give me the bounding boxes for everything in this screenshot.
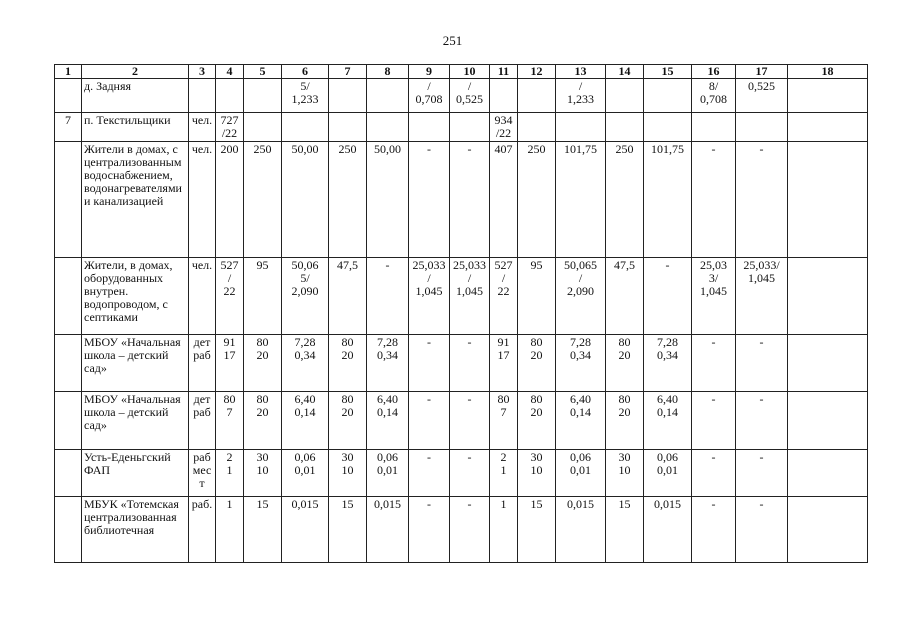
cell-text: 47,5 <box>337 258 358 272</box>
table-cell <box>367 450 409 497</box>
table-cell <box>644 497 692 563</box>
cell-text: 30 10 <box>256 450 269 477</box>
table-cell <box>409 450 450 497</box>
table-cell <box>606 392 644 450</box>
table-cell <box>518 258 556 335</box>
table-cell <box>216 113 244 142</box>
cell-text: 727 /22 <box>220 113 239 140</box>
table-cell <box>329 142 367 258</box>
cell-text: - <box>711 497 716 511</box>
table-cell <box>556 450 606 497</box>
column-header: 9 <box>409 65 450 79</box>
cell-text: дет раб <box>193 335 211 362</box>
cell-text: - <box>759 392 764 406</box>
table-cell <box>644 79 692 113</box>
cell-text: 7 <box>65 113 71 127</box>
table-row <box>55 497 868 563</box>
table-cell <box>556 392 606 450</box>
cell-text: - <box>759 335 764 349</box>
cell-text: 0,06 0,01 <box>294 450 316 477</box>
table-cell <box>788 497 868 563</box>
table-cell <box>329 258 367 335</box>
table-cell <box>329 335 367 392</box>
table-cell <box>692 113 736 142</box>
table-cell <box>490 450 518 497</box>
table-cell <box>55 392 82 450</box>
cell-text: дет раб <box>193 392 211 419</box>
table-cell <box>189 142 216 258</box>
table-cell <box>329 450 367 497</box>
cell-text: 0,015 <box>567 497 594 511</box>
table-cell <box>367 335 409 392</box>
table-cell <box>216 79 244 113</box>
table-cell <box>518 113 556 142</box>
cell-text: - <box>759 497 764 511</box>
table-cell <box>644 113 692 142</box>
cell-text: раб. <box>191 497 213 511</box>
cell-text: 250 <box>527 142 546 156</box>
table-cell <box>736 258 788 335</box>
table-cell <box>644 392 692 450</box>
table-cell <box>244 392 282 450</box>
page-number: 251 <box>442 33 463 48</box>
cell-text: - <box>427 142 431 156</box>
cell-text: 80 20 <box>256 335 269 362</box>
table-cell <box>556 79 606 113</box>
cell-text: 50,00 <box>374 142 401 156</box>
table-cell <box>788 335 868 392</box>
cell-text: 7,28 0,34 <box>570 335 591 362</box>
cell-text: 80 20 <box>618 392 631 419</box>
cell-text: 0,015 <box>291 497 319 511</box>
cell-text: 91 17 <box>223 335 236 362</box>
table-cell <box>490 79 518 113</box>
cell-text: 50,06 5/ 2,090 <box>291 258 319 298</box>
row-label-cell <box>82 392 189 450</box>
cell-text: / 0,525 <box>456 79 483 106</box>
cell-text: 0,015 <box>374 497 401 511</box>
cell-text: 80 20 <box>341 392 354 419</box>
cell-text: 7,28 0,34 <box>657 335 678 362</box>
cell-text: п. Текстильщики <box>84 113 171 127</box>
row-label-cell <box>82 142 189 258</box>
cell-text: - <box>427 392 431 406</box>
cell-text: 527 / 22 <box>494 258 513 298</box>
column-header: 10 <box>450 65 490 79</box>
cell-text: МБОУ «Начальная школа – детский сад» <box>84 392 181 432</box>
table-cell <box>216 497 244 563</box>
table-cell <box>490 335 518 392</box>
cell-text: 6,40 0,14 <box>657 392 678 419</box>
cell-text: 2 1 <box>500 450 507 477</box>
column-header: 2 <box>82 65 189 79</box>
table-cell <box>736 142 788 258</box>
table-cell <box>189 113 216 142</box>
table-cell <box>788 258 868 335</box>
table-cell <box>692 79 736 113</box>
table-cell <box>367 142 409 258</box>
table-cell <box>644 258 692 335</box>
column-header: 14 <box>606 65 644 79</box>
cell-text: МБУК «Тотемская централизованная библиотечная <box>84 497 179 537</box>
cell-text: 95 <box>256 258 269 272</box>
cell-text: - <box>759 142 764 156</box>
table-cell <box>244 142 282 258</box>
cell-text: - <box>711 450 716 464</box>
table-cell <box>692 497 736 563</box>
table-cell <box>606 450 644 497</box>
cell-text: 1 <box>500 497 507 511</box>
cell-text: - <box>467 142 472 156</box>
table-cell <box>644 142 692 258</box>
table-cell <box>788 450 868 497</box>
cell-text: 2 1 <box>226 450 233 477</box>
table-cell <box>692 335 736 392</box>
table-cell <box>490 258 518 335</box>
cell-text: - <box>467 392 472 406</box>
table-cell <box>409 392 450 450</box>
cell-text: 527 / 22 <box>220 258 239 298</box>
table-row <box>55 335 868 392</box>
cell-text: раб мест <box>192 450 212 490</box>
table-cell <box>736 497 788 563</box>
table-cell <box>606 142 644 258</box>
table-cell <box>409 142 450 258</box>
table-cell <box>189 392 216 450</box>
table-cell <box>244 79 282 113</box>
table-cell <box>606 258 644 335</box>
table-cell <box>189 335 216 392</box>
column-header: 4 <box>216 65 244 79</box>
table-cell <box>55 450 82 497</box>
column-header: 1 <box>55 65 82 79</box>
table-cell <box>736 79 788 113</box>
table-cell <box>450 79 490 113</box>
table-cell <box>490 497 518 563</box>
table-cell <box>450 113 490 142</box>
cell-text: - <box>427 450 431 464</box>
table-cell <box>244 258 282 335</box>
cell-text: 25,033 / 1,045 <box>453 258 486 298</box>
table-cell <box>518 335 556 392</box>
table-cell <box>55 258 82 335</box>
table-cell <box>409 113 450 142</box>
table-cell <box>216 392 244 450</box>
table-cell <box>409 497 450 563</box>
cell-text: 25,03 3/ 1,045 <box>700 258 727 298</box>
table-cell <box>367 113 409 142</box>
table-cell <box>518 142 556 258</box>
cell-text: Усть-Еденьгский ФАП <box>84 450 171 477</box>
cell-text: 7,28 0,34 <box>377 335 398 362</box>
row-label-cell <box>82 258 189 335</box>
cell-text: 250 <box>338 142 357 156</box>
table-cell <box>450 450 490 497</box>
cell-text: 1 <box>226 497 233 511</box>
cell-text: 8/ 0,708 <box>700 79 727 106</box>
table-cell <box>189 79 216 113</box>
cell-text: 95 <box>530 258 543 272</box>
column-header: 13 <box>556 65 606 79</box>
table-cell <box>788 142 868 258</box>
table-cell <box>518 79 556 113</box>
column-header: 18 <box>788 65 868 79</box>
row-label-cell <box>82 79 189 113</box>
column-header: 8 <box>367 65 409 79</box>
cell-text: 80 20 <box>256 392 269 419</box>
cell-text: - <box>427 497 431 511</box>
cell-text: - <box>427 335 431 349</box>
cell-text: 30 10 <box>341 450 354 477</box>
table-cell <box>189 497 216 563</box>
column-header: 5 <box>244 65 282 79</box>
cell-text: 30 10 <box>618 450 631 477</box>
table-row <box>55 450 868 497</box>
cell-text: - <box>467 335 472 349</box>
table-cell <box>282 113 329 142</box>
cell-text: 6,40 0,14 <box>570 392 591 419</box>
table-cell <box>216 450 244 497</box>
table-cell <box>644 335 692 392</box>
table-cell <box>450 497 490 563</box>
cell-text: чел. <box>191 258 213 272</box>
cell-text: - <box>711 142 716 156</box>
table-cell <box>329 392 367 450</box>
cell-text: - <box>711 335 716 349</box>
cell-text: 6,40 0,14 <box>294 392 316 419</box>
cell-text: д. Задняя <box>84 79 132 93</box>
cell-text: 934 /22 <box>494 113 513 140</box>
table-cell <box>329 497 367 563</box>
cell-text: - <box>711 392 716 406</box>
row-label-cell <box>82 497 189 563</box>
cell-text: чел. <box>191 113 213 127</box>
table-cell <box>367 258 409 335</box>
table-cell <box>606 113 644 142</box>
cell-text: 47,5 <box>614 258 635 272</box>
table-cell <box>556 113 606 142</box>
cell-text: 250 <box>253 142 272 156</box>
table-cell <box>788 113 868 142</box>
cell-text: Жители, в домах, оборудованных внутрен. водопроводом, с септиками <box>84 258 173 324</box>
table-cell <box>282 392 329 450</box>
cell-text: 80 7 <box>223 392 236 419</box>
row-label-cell <box>82 113 189 142</box>
table-cell <box>788 79 868 113</box>
table-cell <box>692 450 736 497</box>
table-cell <box>409 335 450 392</box>
column-header: 7 <box>329 65 367 79</box>
table-cell <box>606 79 644 113</box>
table-cell <box>736 113 788 142</box>
data-table <box>54 64 868 563</box>
cell-text: 6,40 0,14 <box>377 392 398 419</box>
column-header: 11 <box>490 65 518 79</box>
column-header: 12 <box>518 65 556 79</box>
table-cell <box>736 450 788 497</box>
table-cell <box>367 497 409 563</box>
cell-text: / 1,233 <box>567 79 594 106</box>
table-cell <box>556 335 606 392</box>
table-cell <box>55 497 82 563</box>
column-header: 3 <box>189 65 216 79</box>
column-header: 15 <box>644 65 692 79</box>
table-cell <box>329 113 367 142</box>
table-cell <box>244 113 282 142</box>
table-cell <box>189 450 216 497</box>
table-cell <box>490 113 518 142</box>
table-cell <box>282 79 329 113</box>
row-label-cell <box>82 335 189 392</box>
table-cell <box>409 258 450 335</box>
table-cell <box>644 450 692 497</box>
cell-text: - <box>467 497 472 511</box>
cell-text: 7,28 0,34 <box>294 335 316 362</box>
table-cell <box>282 142 329 258</box>
cell-text: - <box>467 450 472 464</box>
table-cell <box>450 142 490 258</box>
table-cell <box>736 392 788 450</box>
table-row <box>55 79 868 113</box>
cell-text: 0,06 0,01 <box>570 450 591 477</box>
table-cell <box>367 392 409 450</box>
cell-text: 80 20 <box>530 392 543 419</box>
table-cell <box>556 142 606 258</box>
cell-text: 0,015 <box>654 497 681 511</box>
table-cell <box>282 450 329 497</box>
table-cell <box>490 392 518 450</box>
cell-text: 80 20 <box>341 335 354 362</box>
table-cell <box>244 335 282 392</box>
table-cell <box>692 392 736 450</box>
table-row <box>55 113 868 142</box>
cell-text: / 0,708 <box>415 79 443 106</box>
column-header: 16 <box>692 65 736 79</box>
cell-text: Жители в домах, с централизованным водоснабжением, водонагревателями и канализацией <box>84 142 182 208</box>
column-header: 17 <box>736 65 788 79</box>
table-cell <box>692 258 736 335</box>
cell-text: 0,525 <box>748 79 775 93</box>
cell-text: 101,75 <box>651 142 684 156</box>
cell-text: 25,033/ 1,045 <box>743 258 780 285</box>
cell-text: - <box>665 258 670 272</box>
table-cell <box>244 497 282 563</box>
table-row <box>55 258 868 335</box>
cell-text: - <box>759 450 764 464</box>
table-cell <box>55 142 82 258</box>
row-label-cell <box>82 450 189 497</box>
table-row <box>55 392 868 450</box>
column-header: 6 <box>282 65 329 79</box>
table-cell <box>55 335 82 392</box>
table-cell <box>367 79 409 113</box>
table-cell <box>216 142 244 258</box>
table-cell <box>556 497 606 563</box>
table-cell <box>244 450 282 497</box>
table-cell <box>450 392 490 450</box>
table-cell <box>282 335 329 392</box>
table-cell <box>55 79 82 113</box>
table-cell <box>450 258 490 335</box>
table-cell <box>606 335 644 392</box>
cell-text: 50,065 / 2,090 <box>564 258 597 298</box>
table-cell <box>282 258 329 335</box>
cell-text: 200 <box>220 142 239 156</box>
cell-text: 80 20 <box>530 335 543 362</box>
cell-text: 91 17 <box>497 335 510 362</box>
cell-text: 0,06 0,01 <box>657 450 678 477</box>
table-cell <box>556 258 606 335</box>
cell-text: 15 <box>618 497 631 511</box>
cell-text: МБОУ «Начальная школа – детский сад» <box>84 335 181 375</box>
cell-text: 250 <box>615 142 634 156</box>
cell-text: 80 7 <box>497 392 510 419</box>
cell-text: 50,00 <box>291 142 319 156</box>
cell-text: - <box>385 258 390 272</box>
table-cell <box>518 450 556 497</box>
table-cell <box>55 113 82 142</box>
table-cell <box>216 258 244 335</box>
table-cell <box>788 392 868 450</box>
table-cell <box>450 335 490 392</box>
table-header-row <box>55 65 868 79</box>
cell-text: 5/ 1,233 <box>291 79 319 106</box>
table-cell <box>329 79 367 113</box>
cell-text: 0,06 0,01 <box>377 450 398 477</box>
table-cell <box>736 335 788 392</box>
cell-text: 407 <box>494 142 513 156</box>
table-cell <box>282 497 329 563</box>
cell-text: 15 <box>530 497 543 511</box>
cell-text: 101,75 <box>564 142 597 156</box>
table-cell <box>490 142 518 258</box>
cell-text: чел. <box>191 142 213 156</box>
cell-text: 25,033 / 1,045 <box>412 258 446 298</box>
table-cell <box>606 497 644 563</box>
table-cell <box>692 142 736 258</box>
table-row <box>55 142 868 258</box>
cell-text: 15 <box>341 497 354 511</box>
cell-text: 80 20 <box>618 335 631 362</box>
table-cell <box>216 335 244 392</box>
cell-text: 15 <box>256 497 269 511</box>
table-cell <box>518 497 556 563</box>
table-cell <box>518 392 556 450</box>
table-cell <box>409 79 450 113</box>
cell-text: 30 10 <box>530 450 543 477</box>
table-cell <box>189 258 216 335</box>
